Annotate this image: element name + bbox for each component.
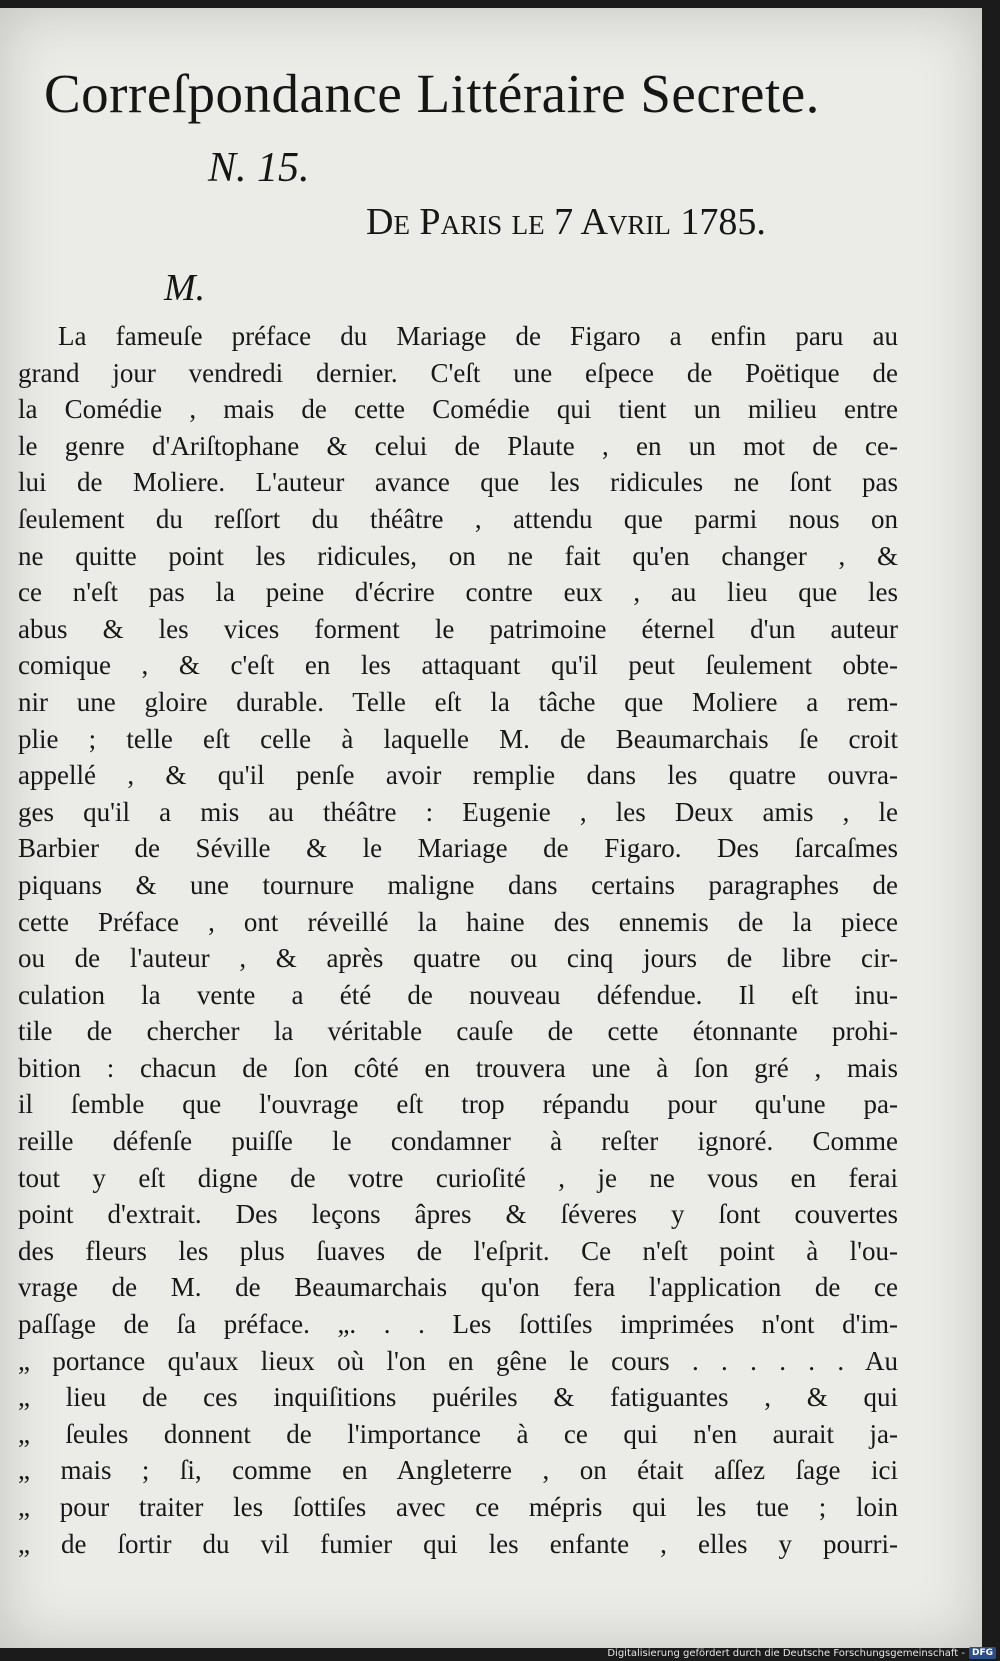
text-line: Barbier de Séville & le Mariage de Figaro. Des ſarcaſmes <box>18 833 898 864</box>
text-line: paſſage de ſa préface. „. . . Les ſottiſes imprimées n'ont d'im- <box>18 1309 898 1340</box>
text-line: nir une gloire durable. Telle eſt la tâche que Moliere a rem- <box>18 686 898 717</box>
text-line: comique , & c'eſt en les attaquant qu'il peut ſeulement obte- <box>18 650 898 681</box>
text-line: tout y eſt digne de votre curioſité , je ne vous en ferai <box>18 1162 898 1193</box>
text-line: appellé , & qu'il penſe avoir remplie dans les quatre ouvra- <box>18 760 898 791</box>
text-line: grand jour vendredi dernier. C'eſt une eſpece de Poëtique de <box>18 357 898 388</box>
text-line: point d'extrait. Des leçons âpres & ſéveres y ſont couvertes <box>18 1199 898 1230</box>
document-page <box>0 8 982 1648</box>
text-line: tile de chercher la véritable cauſe de cette étonnante prohi- <box>18 1016 898 1047</box>
text-line: ou de l'auteur , & après quatre ou cinq jours de libre cir- <box>18 943 898 974</box>
digitization-credit <box>607 1647 996 1659</box>
text-line: piquans & une tournure maligne dans certains paragraphes de <box>18 869 898 900</box>
text-line: „ portance qu'aux lieux où l'on en gêne le cours . . . . . . Au <box>18 1345 898 1376</box>
text-line: „ lieu de ces inquiſitions puériles & fatiguantes , & qui <box>18 1382 898 1413</box>
dateline: De Paris le 7 Avril 1785. <box>366 201 766 243</box>
text-line: ges qu'il a mis au théâtre : Eugenie , les Deux amis , le <box>18 796 898 827</box>
text-line: „ mais ; ſi, comme en Angleterre , on était aſſez ſage ici <box>18 1455 898 1486</box>
text-line: La fameuſe préface du Mariage de Figaro a enfin paru au <box>58 321 898 351</box>
credit-text: Digitalisierung gefördert durch die Deutsche Forschungsgemeinschaft - <box>607 1647 965 1659</box>
salutation: M. <box>164 267 206 309</box>
text-line: il ſemble que l'ouvrage eſt trop répandu pour qu'une pa- <box>18 1089 898 1120</box>
text-line: abus & les vices forment le patrimoine éternel d'un auteur <box>18 613 898 644</box>
page-title: Correſpondance Littéraire Secrete. <box>44 63 820 124</box>
text-line: bition : chacun de ſon côté en trouvera une à ſon gré , mais <box>18 1052 898 1083</box>
text-line: vrage de M. de Beaumarchais qu'on fera l'application de ce <box>18 1272 898 1303</box>
text-line: le genre d'Ariſtophane & celui de Plaute , en un mot de ce- <box>18 430 898 461</box>
text-line: ſeulement du reſſort du théâtre , attendu que parmi nous on <box>18 503 898 534</box>
text-line: ce n'eſt pas la peine d'écrire contre eux , au lieu que les <box>18 577 898 608</box>
text-line: „ pour traiter les ſottiſes avec ce mépris qui les tue ; loin <box>18 1492 898 1522</box>
text-line: la Comédie , mais de cette Comédie qui tient un milieu entre <box>18 394 898 425</box>
text-line: culation la vente a été de nouveau défendue. Il eſt inu- <box>18 979 898 1010</box>
text-line: ne quitte point les ridicules, on ne fait qu'en changer , & <box>18 540 898 571</box>
text-line: lui de Moliere. L'auteur avance que les ridicules ne ſont pas <box>18 467 898 498</box>
body-text <box>18 318 898 1562</box>
text-line: plie ; telle eſt celle à laquelle M. de Beaumarchais ſe croit <box>18 723 898 754</box>
issue-number: N. 15. <box>208 145 310 191</box>
text-line: des fleurs les plus ſuaves de l'eſprit. Ce n'eſt point à l'ou- <box>18 1235 898 1266</box>
text-line: „ de ſortir du vil fumier qui les enfante , elles y pourri- <box>18 1528 898 1559</box>
text-line: „ ſeules donnent de l'importance à ce qui n'en aurait ja- <box>18 1418 898 1449</box>
text-line: reille défenſe puiſſe le condamner à reſter ignoré. Comme <box>18 1126 898 1157</box>
dfg-logo: DFG <box>969 1647 996 1659</box>
text-line: cette Préface , ont réveillé la haine des ennemis de la piece <box>18 906 898 937</box>
